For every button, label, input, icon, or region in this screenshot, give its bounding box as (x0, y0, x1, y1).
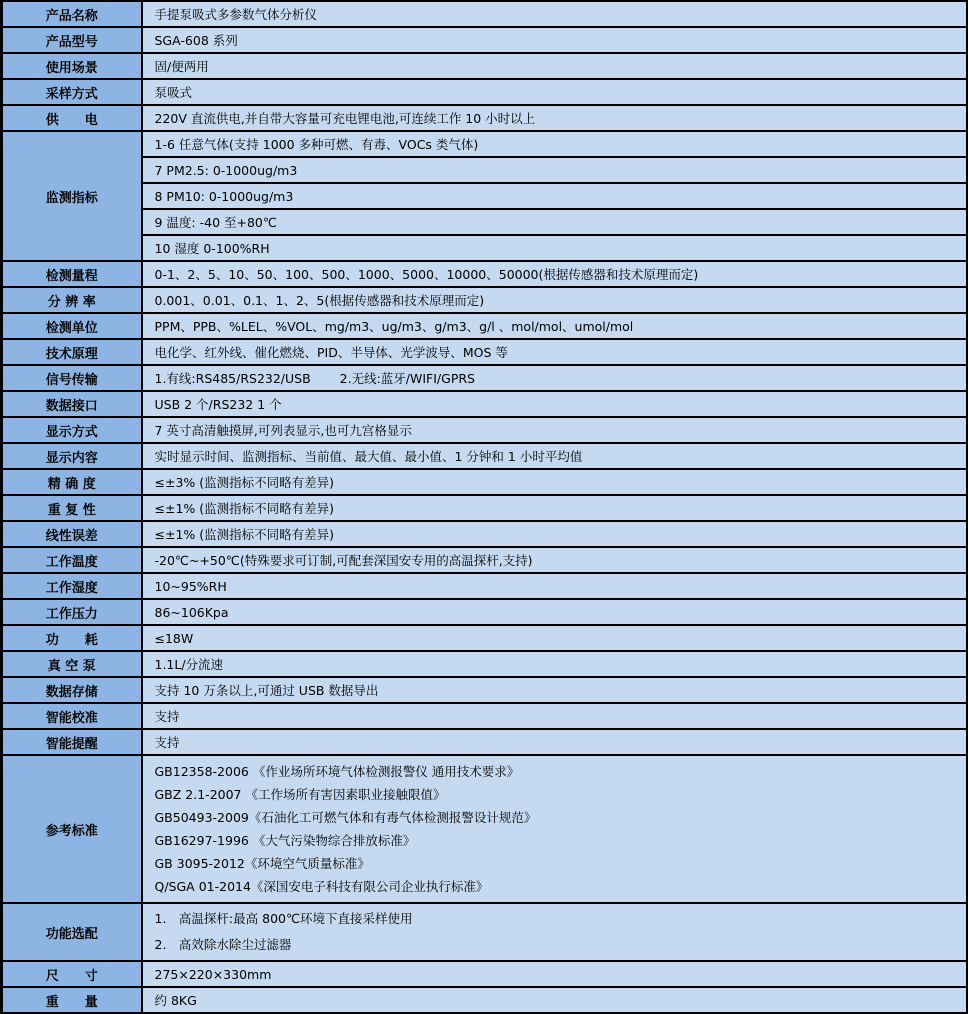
row-label-smart-calibration: 智能校准 (2, 703, 142, 729)
row-label-working-humidity: 工作湿度 (2, 573, 142, 599)
row-value-smart-reminder: 支持 (142, 729, 968, 755)
row-value-resolution: 0.001、0.01、0.1、1、2、5(根据传感器和技术原理而定) (142, 287, 968, 313)
table-row (2, 987, 968, 1013)
table-row (2, 53, 968, 79)
row-value-reference-standards (142, 755, 968, 903)
row-value-working-humidity: 10~95%RH (142, 573, 968, 599)
row-label-display-content: 显示内容 (2, 443, 142, 469)
row-value-monitor-indicator-5: 10 湿度 0-100%RH (142, 235, 968, 261)
row-value-detection-range: 0-1、2、5、10、50、100、500、1000、5000、10000、50000(根据传感器和技术原理而定) (142, 261, 968, 287)
table-row (2, 27, 968, 53)
row-value-linearity-error: ≤±1% (监测指标不同略有差异) (142, 521, 968, 547)
row-label-display-mode: 显示方式 (2, 417, 142, 443)
table-row (2, 651, 968, 677)
table-row (2, 417, 968, 443)
table-row (2, 79, 968, 105)
table-row (2, 157, 968, 183)
table-row (2, 729, 968, 755)
row-label-detection-unit: 检测单位 (2, 313, 142, 339)
table-row (2, 495, 968, 521)
table-row (2, 235, 968, 261)
row-label-dimensions: 尺 寸 (2, 961, 142, 987)
row-value-data-storage: 支持 10 万条以上,可通过 USB 数据导出 (142, 677, 968, 703)
table-row (2, 339, 968, 365)
row-value-monitor-indicator-2: 7 PM2.5: 0-1000ug/m3 (142, 157, 968, 183)
reference-standard-line: GB 3095-2012《环境空气质量标准》 (154, 856, 370, 871)
row-label-model: 产品型号 (2, 27, 142, 53)
row-label-power-supply: 供 电 (2, 105, 142, 131)
reference-standard-line: GB12358-2006 《作业场所环境气体检测报警仪 通用技术要求》 (154, 764, 520, 779)
row-label-usage-scene: 使用场景 (2, 53, 142, 79)
table-row (2, 961, 968, 987)
row-value-weight: 约 8KG (142, 987, 968, 1013)
table-row (2, 755, 968, 903)
row-label-accuracy: 精 确 度 (2, 469, 142, 495)
table-row (2, 105, 968, 131)
table-row (2, 443, 968, 469)
table-row (2, 391, 968, 417)
row-value-model: SGA-608 系列 (142, 27, 968, 53)
optional-feature-line: 2. 高效除水除尘过滤器 (154, 937, 292, 952)
table-row (2, 573, 968, 599)
row-label-smart-reminder: 智能提醒 (2, 729, 142, 755)
row-label-sampling-method: 采样方式 (2, 79, 142, 105)
reference-standard-line: GBZ 2.1-2007 《工作场所有害因素职业接触限值》 (154, 787, 446, 802)
table-row (2, 1, 968, 27)
table-row (2, 703, 968, 729)
row-value-signal-transmission: 1.有线:RS485/RS232/USB 2.无线:蓝牙/WIFI/GPRS (142, 365, 968, 391)
row-value-power-consumption: ≤18W (142, 625, 968, 651)
row-label-linearity-error: 线性误差 (2, 521, 142, 547)
row-value-monitor-indicator-1: 1-6 任意气体(支持 1000 多种可燃、有毒、VOCs 类气体) (142, 131, 968, 157)
row-value-working-temperature: -20℃~+50℃(特殊要求可订制,可配套深国安专用的高温探杆,支持) (142, 547, 968, 573)
row-value-repeatability: ≤±1% (监测指标不同略有差异) (142, 495, 968, 521)
row-value-optional-features (142, 903, 968, 961)
row-label-reference-standards: 参考标准 (2, 755, 142, 903)
row-label-vacuum-pump: 真 空 泵 (2, 651, 142, 677)
reference-standard-line: GB50493-2009《石油化工可燃气体和有毒气体检测报警设计规范》 (154, 810, 537, 825)
row-label-working-pressure: 工作压力 (2, 599, 142, 625)
reference-standard-line: GB16297-1996 《大气污染物综合排放标准》 (154, 833, 416, 848)
row-value-display-content: 实时显示时间、监测指标、当前值、最大值、最小值、1 分钟和 1 小时平均值 (142, 443, 968, 469)
table-row (2, 903, 968, 961)
table-row (2, 131, 968, 157)
table-row (2, 287, 968, 313)
row-label-resolution: 分 辨 率 (2, 287, 142, 313)
row-label-technical-principle: 技术原理 (2, 339, 142, 365)
table-row (2, 365, 968, 391)
row-value-technical-principle: 电化学、红外线、催化燃烧、PID、半导体、光学波导、MOS 等 (142, 339, 968, 365)
row-label-detection-range: 检测量程 (2, 261, 142, 287)
table-row (2, 209, 968, 235)
row-label-working-temperature: 工作温度 (2, 547, 142, 573)
row-value-monitor-indicator-3: 8 PM10: 0-1000ug/m3 (142, 183, 968, 209)
row-value-vacuum-pump: 1.1L/分流速 (142, 651, 968, 677)
row-value-dimensions: 275×220×330mm (142, 961, 968, 987)
row-value-display-mode: 7 英寸高清触摸屏,可列表显示,也可九宫格显示 (142, 417, 968, 443)
row-value-smart-calibration: 支持 (142, 703, 968, 729)
row-label-data-storage: 数据存储 (2, 677, 142, 703)
optional-feature-line: 1. 高温探杆:最高 800℃环境下直接采样使用 (154, 911, 413, 926)
row-label-data-interface: 数据接口 (2, 391, 142, 417)
row-label-monitor-indicators: 监测指标 (2, 131, 142, 261)
row-label-repeatability: 重 复 性 (2, 495, 142, 521)
row-value-monitor-indicator-4: 9 温度: -40 至+80℃ (142, 209, 968, 235)
table-row (2, 469, 968, 495)
row-value-data-interface: USB 2 个/RS232 1 个 (142, 391, 968, 417)
table-row (2, 183, 968, 209)
table-row (2, 521, 968, 547)
table-row (2, 261, 968, 287)
row-label-signal-transmission: 信号传输 (2, 365, 142, 391)
reference-standard-line: Q/SGA 01-2014《深国安电子科技有限公司企业执行标准》 (154, 879, 489, 894)
row-label-product-name: 产品名称 (2, 1, 142, 27)
table-row (2, 625, 968, 651)
table-row (2, 547, 968, 573)
table-row (2, 313, 968, 339)
row-value-accuracy: ≤±3% (监测指标不同略有差异) (142, 469, 968, 495)
table-row (2, 677, 968, 703)
row-label-power-consumption: 功 耗 (2, 625, 142, 651)
table-row (2, 599, 968, 625)
row-value-detection-unit: PPM、PPB、%LEL、%VOL、mg/m3、ug/m3、g/m3、g/l 、mol/mol、umol/mol (142, 313, 968, 339)
row-label-optional-features: 功能选配 (2, 903, 142, 961)
row-value-usage-scene: 固/便两用 (142, 53, 968, 79)
row-label-weight: 重 量 (2, 987, 142, 1013)
row-value-product-name: 手提泵吸式多参数气体分析仪 (142, 1, 968, 27)
row-value-sampling-method: 泵吸式 (142, 79, 968, 105)
row-value-power-supply: 220V 直流供电,并自带大容量可充电锂电池,可连续工作 10 小时以上 (142, 105, 968, 131)
row-value-working-pressure: 86~106Kpa (142, 599, 968, 625)
